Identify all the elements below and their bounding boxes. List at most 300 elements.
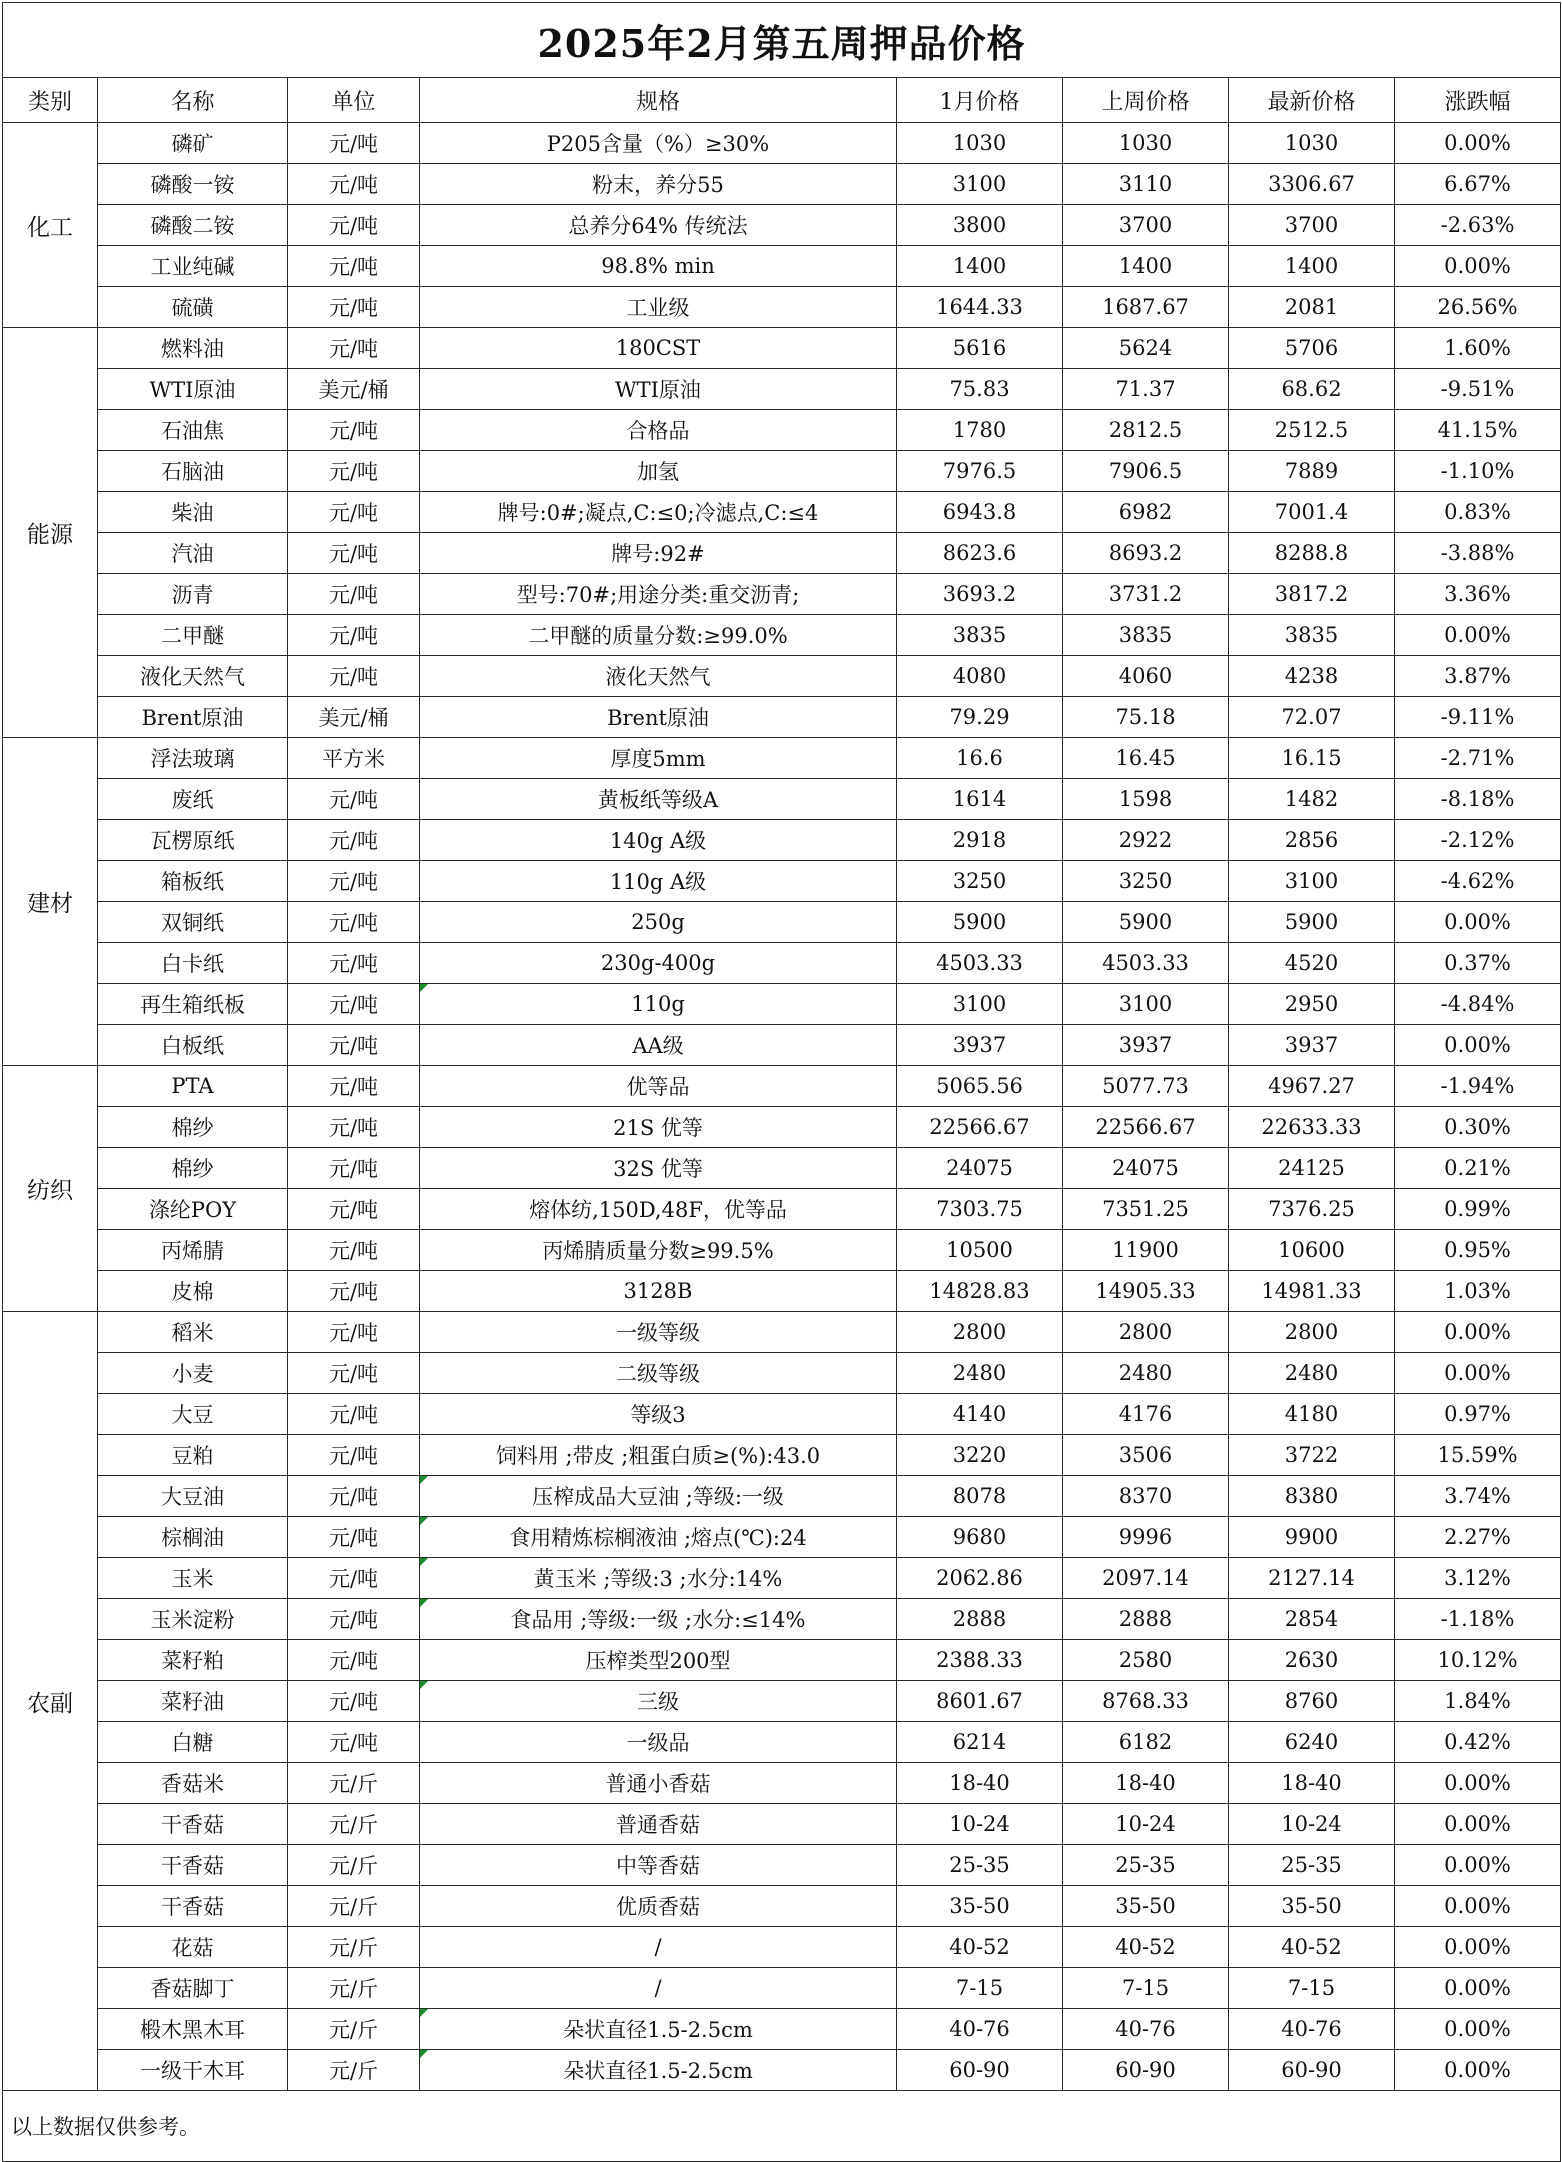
table-row — [3, 1394, 1561, 1435]
item-spec: 牌号:0#;凝点,C:≤0;冷滤点,C:≤4 — [420, 492, 897, 533]
item-change: -4.62% — [1395, 861, 1561, 902]
item-change: 1.60% — [1395, 328, 1561, 369]
table-row — [3, 1927, 1561, 1968]
item-name: 干香菇 — [98, 1845, 288, 1886]
item-name: 香菇米 — [98, 1763, 288, 1804]
item-latest-price: 24125 — [1229, 1148, 1395, 1189]
item-jan-price: 1614 — [897, 779, 1063, 820]
footer-note: 以上数据仅供参考。 — [3, 2091, 1561, 2162]
item-name: 棉纱 — [98, 1148, 288, 1189]
item-jan-price: 1644.33 — [897, 287, 1063, 328]
item-name: 涤纶POY — [98, 1189, 288, 1230]
item-spec: 黄板纸等级A — [420, 779, 897, 820]
item-spec: / — [420, 1927, 897, 1968]
item-jan-price: 2888 — [897, 1599, 1063, 1640]
item-latest-price: 10-24 — [1229, 1804, 1395, 1845]
item-latest-price: 3817.2 — [1229, 574, 1395, 615]
item-latest-price: 2127.14 — [1229, 1558, 1395, 1599]
item-spec: 型号:70#;用途分类:重交沥青; — [420, 574, 897, 615]
item-change: -1.10% — [1395, 451, 1561, 492]
footer-row — [3, 2091, 1561, 2162]
table-row — [3, 1435, 1561, 1476]
item-last-week-price: 2480 — [1063, 1353, 1229, 1394]
item-last-week-price: 4060 — [1063, 656, 1229, 697]
item-latest-price: 3835 — [1229, 615, 1395, 656]
item-latest-price: 3722 — [1229, 1435, 1395, 1476]
item-spec: 230g-400g — [420, 943, 897, 984]
item-latest-price: 40-52 — [1229, 1927, 1395, 1968]
item-jan-price: 2800 — [897, 1312, 1063, 1353]
item-latest-price: 4520 — [1229, 943, 1395, 984]
item-spec: 压榨成品大豆油 ;等级:一级 — [420, 1476, 897, 1517]
item-last-week-price: 40-52 — [1063, 1927, 1229, 1968]
item-change: 0.00% — [1395, 1312, 1561, 1353]
item-spec: 21S 优等 — [420, 1107, 897, 1148]
item-unit: 元/吨 — [288, 1271, 420, 1312]
item-jan-price: 3250 — [897, 861, 1063, 902]
item-spec: 牌号:92# — [420, 533, 897, 574]
item-name: 稻米 — [98, 1312, 288, 1353]
item-jan-price: 3800 — [897, 205, 1063, 246]
table-row — [3, 1968, 1561, 2009]
table-row — [3, 615, 1561, 656]
item-change: -9.51% — [1395, 369, 1561, 410]
item-latest-price: 18-40 — [1229, 1763, 1395, 1804]
table-row — [3, 246, 1561, 287]
category-cell: 化工 — [3, 123, 98, 328]
table-row — [3, 1066, 1561, 1107]
item-spec: 一级品 — [420, 1722, 897, 1763]
item-latest-price: 4180 — [1229, 1394, 1395, 1435]
item-latest-price: 2512.5 — [1229, 410, 1395, 451]
table-row — [3, 1845, 1561, 1886]
item-change: 1.03% — [1395, 1271, 1561, 1312]
item-change: 0.00% — [1395, 1804, 1561, 1845]
item-spec: 朵状直径1.5-2.5cm — [420, 2009, 897, 2050]
item-unit: 元/吨 — [288, 943, 420, 984]
item-name: 豆粕 — [98, 1435, 288, 1476]
item-latest-price: 8288.8 — [1229, 533, 1395, 574]
item-spec: 110g A级 — [420, 861, 897, 902]
item-spec: 丙烯腈质量分数≥99.5% — [420, 1230, 897, 1271]
item-name: 燃料油 — [98, 328, 288, 369]
table-row — [3, 1353, 1561, 1394]
item-latest-price: 7376.25 — [1229, 1189, 1395, 1230]
item-unit: 元/吨 — [288, 1558, 420, 1599]
item-last-week-price: 9996 — [1063, 1517, 1229, 1558]
header-unit: 单位 — [288, 78, 420, 123]
item-jan-price: 7-15 — [897, 1968, 1063, 2009]
item-jan-price: 3693.2 — [897, 574, 1063, 615]
item-last-week-price: 2580 — [1063, 1640, 1229, 1681]
item-jan-price: 60-90 — [897, 2050, 1063, 2091]
table-row — [3, 779, 1561, 820]
item-jan-price: 5065.56 — [897, 1066, 1063, 1107]
item-jan-price: 10500 — [897, 1230, 1063, 1271]
item-latest-price: 7889 — [1229, 451, 1395, 492]
item-latest-price: 3700 — [1229, 205, 1395, 246]
item-last-week-price: 5077.73 — [1063, 1066, 1229, 1107]
item-latest-price: 40-76 — [1229, 2009, 1395, 2050]
item-unit: 平方米 — [288, 738, 420, 779]
item-jan-price: 1030 — [897, 123, 1063, 164]
table-row — [3, 1681, 1561, 1722]
item-jan-price: 7303.75 — [897, 1189, 1063, 1230]
table-row — [3, 902, 1561, 943]
item-latest-price: 4967.27 — [1229, 1066, 1395, 1107]
item-spec: 180CST — [420, 328, 897, 369]
item-spec: WTI原油 — [420, 369, 897, 410]
item-latest-price: 8760 — [1229, 1681, 1395, 1722]
item-name: 一级干木耳 — [98, 2050, 288, 2091]
item-latest-price: 1400 — [1229, 246, 1395, 287]
item-change: 41.15% — [1395, 410, 1561, 451]
item-spec: 厚度5mm — [420, 738, 897, 779]
table-row — [3, 1558, 1561, 1599]
header-latest-price: 最新价格 — [1229, 78, 1395, 123]
item-unit: 元/吨 — [288, 861, 420, 902]
item-spec: 二甲醚的质量分数:≥99.0% — [420, 615, 897, 656]
item-change: 3.12% — [1395, 1558, 1561, 1599]
item-jan-price: 40-76 — [897, 2009, 1063, 2050]
table-row — [3, 164, 1561, 205]
item-spec: 液化天然气 — [420, 656, 897, 697]
item-change: 26.56% — [1395, 287, 1561, 328]
item-jan-price: 2918 — [897, 820, 1063, 861]
item-jan-price: 3100 — [897, 984, 1063, 1025]
item-last-week-price: 11900 — [1063, 1230, 1229, 1271]
item-name: 小麦 — [98, 1353, 288, 1394]
item-jan-price: 4140 — [897, 1394, 1063, 1435]
item-change: 0.83% — [1395, 492, 1561, 533]
item-unit: 元/吨 — [288, 1312, 420, 1353]
header-spec: 规格 — [420, 78, 897, 123]
item-spec: 饲料用 ;带皮 ;粗蛋白质≥(%):43.0 — [420, 1435, 897, 1476]
item-spec: 三级 — [420, 1681, 897, 1722]
category-cell: 农副 — [3, 1312, 98, 2091]
item-last-week-price: 4176 — [1063, 1394, 1229, 1435]
item-name: Brent原油 — [98, 697, 288, 738]
table-row — [3, 656, 1561, 697]
item-name: 大豆油 — [98, 1476, 288, 1517]
item-unit: 元/吨 — [288, 1681, 420, 1722]
item-unit: 元/斤 — [288, 1845, 420, 1886]
header-jan-price: 1月价格 — [897, 78, 1063, 123]
item-last-week-price: 2097.14 — [1063, 1558, 1229, 1599]
item-unit: 元/吨 — [288, 164, 420, 205]
header-change: 涨跌幅 — [1395, 78, 1561, 123]
item-spec: 总养分64% 传统法 — [420, 205, 897, 246]
title-row — [3, 3, 1561, 78]
item-last-week-price: 14905.33 — [1063, 1271, 1229, 1312]
item-unit: 元/斤 — [288, 1763, 420, 1804]
item-unit: 元/吨 — [288, 902, 420, 943]
table-row — [3, 1148, 1561, 1189]
item-last-week-price: 3506 — [1063, 1435, 1229, 1476]
item-latest-price: 2630 — [1229, 1640, 1395, 1681]
item-spec: 110g — [420, 984, 897, 1025]
item-jan-price: 4080 — [897, 656, 1063, 697]
item-change: -1.94% — [1395, 1066, 1561, 1107]
item-jan-price: 1780 — [897, 410, 1063, 451]
table-row — [3, 943, 1561, 984]
item-change: 3.36% — [1395, 574, 1561, 615]
item-latest-price: 2081 — [1229, 287, 1395, 328]
table-row — [3, 1271, 1561, 1312]
item-spec: 250g — [420, 902, 897, 943]
item-latest-price: 25-35 — [1229, 1845, 1395, 1886]
item-last-week-price: 8768.33 — [1063, 1681, 1229, 1722]
item-last-week-price: 35-50 — [1063, 1886, 1229, 1927]
table-row — [3, 861, 1561, 902]
item-unit: 元/吨 — [288, 1230, 420, 1271]
table-row — [3, 410, 1561, 451]
item-unit: 美元/桶 — [288, 697, 420, 738]
item-spec: 32S 优等 — [420, 1148, 897, 1189]
table-row — [3, 1722, 1561, 1763]
item-spec: AA级 — [420, 1025, 897, 1066]
item-last-week-price: 1030 — [1063, 123, 1229, 164]
item-name: 菜籽粕 — [98, 1640, 288, 1681]
item-jan-price: 40-52 — [897, 1927, 1063, 1968]
item-unit: 元/吨 — [288, 1394, 420, 1435]
table-row — [3, 1517, 1561, 1558]
item-unit: 元/斤 — [288, 1927, 420, 1968]
item-name: 椴木黑木耳 — [98, 2009, 288, 2050]
item-change: -3.88% — [1395, 533, 1561, 574]
item-change: 0.00% — [1395, 1353, 1561, 1394]
item-jan-price: 1400 — [897, 246, 1063, 287]
item-jan-price: 4503.33 — [897, 943, 1063, 984]
table-row — [3, 820, 1561, 861]
item-name: WTI原油 — [98, 369, 288, 410]
table-row — [3, 1886, 1561, 1927]
table-row — [3, 738, 1561, 779]
item-name: 玉米 — [98, 1558, 288, 1599]
item-latest-price: 35-50 — [1229, 1886, 1395, 1927]
table-row — [3, 697, 1561, 738]
item-jan-price: 2062.86 — [897, 1558, 1063, 1599]
item-jan-price: 3937 — [897, 1025, 1063, 1066]
item-spec: 中等香菇 — [420, 1845, 897, 1886]
item-last-week-price: 1687.67 — [1063, 287, 1229, 328]
item-name: 白板纸 — [98, 1025, 288, 1066]
item-jan-price: 14828.83 — [897, 1271, 1063, 1312]
item-unit: 元/吨 — [288, 1189, 420, 1230]
item-latest-price: 14981.33 — [1229, 1271, 1395, 1312]
item-spec: 98.8% min — [420, 246, 897, 287]
item-name: 皮棉 — [98, 1271, 288, 1312]
item-unit: 元/吨 — [288, 615, 420, 656]
item-name: 丙烯腈 — [98, 1230, 288, 1271]
item-jan-price: 10-24 — [897, 1804, 1063, 1845]
item-unit: 元/吨 — [288, 656, 420, 697]
header-category: 类别 — [3, 78, 98, 123]
item-change: 0.37% — [1395, 943, 1561, 984]
item-spec: 合格品 — [420, 410, 897, 451]
item-change: 0.00% — [1395, 2009, 1561, 2050]
item-change: 0.97% — [1395, 1394, 1561, 1435]
item-jan-price: 3220 — [897, 1435, 1063, 1476]
item-change: 0.21% — [1395, 1148, 1561, 1189]
table-row — [3, 205, 1561, 246]
item-last-week-price: 7-15 — [1063, 1968, 1229, 2009]
item-unit: 元/吨 — [288, 205, 420, 246]
item-name: 干香菇 — [98, 1804, 288, 1845]
item-change: 1.84% — [1395, 1681, 1561, 1722]
item-change: 0.00% — [1395, 1025, 1561, 1066]
category-cell: 纺织 — [3, 1066, 98, 1312]
item-spec: / — [420, 1968, 897, 2009]
item-name: 白糖 — [98, 1722, 288, 1763]
item-last-week-price: 3731.2 — [1063, 574, 1229, 615]
item-latest-price: 2480 — [1229, 1353, 1395, 1394]
item-unit: 元/吨 — [288, 533, 420, 574]
item-latest-price: 7-15 — [1229, 1968, 1395, 2009]
item-unit: 元/吨 — [288, 1640, 420, 1681]
item-name: 花菇 — [98, 1927, 288, 1968]
item-unit: 元/吨 — [288, 1476, 420, 1517]
item-last-week-price: 2922 — [1063, 820, 1229, 861]
item-name: 磷酸二铵 — [98, 205, 288, 246]
item-change: 0.00% — [1395, 1927, 1561, 1968]
item-last-week-price: 5900 — [1063, 902, 1229, 943]
item-latest-price: 2800 — [1229, 1312, 1395, 1353]
item-last-week-price: 8693.2 — [1063, 533, 1229, 574]
item-jan-price: 79.29 — [897, 697, 1063, 738]
item-change: 0.95% — [1395, 1230, 1561, 1271]
item-name: 废纸 — [98, 779, 288, 820]
item-latest-price: 5900 — [1229, 902, 1395, 943]
item-last-week-price: 18-40 — [1063, 1763, 1229, 1804]
item-name: 二甲醚 — [98, 615, 288, 656]
item-last-week-price: 7351.25 — [1063, 1189, 1229, 1230]
header-row — [3, 78, 1561, 123]
item-last-week-price: 3250 — [1063, 861, 1229, 902]
item-last-week-price: 6182 — [1063, 1722, 1229, 1763]
item-spec: 压榨类型200型 — [420, 1640, 897, 1681]
item-change: 0.00% — [1395, 1845, 1561, 1886]
item-last-week-price: 10-24 — [1063, 1804, 1229, 1845]
item-unit: 元/斤 — [288, 1886, 420, 1927]
item-unit: 元/斤 — [288, 1968, 420, 2009]
item-jan-price: 6943.8 — [897, 492, 1063, 533]
item-name: 磷酸一铵 — [98, 164, 288, 205]
item-latest-price: 3100 — [1229, 861, 1395, 902]
table-row — [3, 2050, 1561, 2091]
item-unit: 元/吨 — [288, 1107, 420, 1148]
item-change: 0.30% — [1395, 1107, 1561, 1148]
item-last-week-price: 25-35 — [1063, 1845, 1229, 1886]
item-unit: 元/吨 — [288, 1066, 420, 1107]
table-row — [3, 1476, 1561, 1517]
item-unit: 元/吨 — [288, 1722, 420, 1763]
item-change: 10.12% — [1395, 1640, 1561, 1681]
item-unit: 元/吨 — [288, 820, 420, 861]
table-row — [3, 1804, 1561, 1845]
item-change: 0.00% — [1395, 2050, 1561, 2091]
item-unit: 元/吨 — [288, 779, 420, 820]
item-change: -2.71% — [1395, 738, 1561, 779]
item-name: 瓦楞原纸 — [98, 820, 288, 861]
item-last-week-price: 75.18 — [1063, 697, 1229, 738]
item-unit: 元/吨 — [288, 1599, 420, 1640]
item-unit: 元/吨 — [288, 574, 420, 615]
item-latest-price: 3937 — [1229, 1025, 1395, 1066]
table-row — [3, 287, 1561, 328]
table-row — [3, 1312, 1561, 1353]
item-spec: Brent原油 — [420, 697, 897, 738]
header-name: 名称 — [98, 78, 288, 123]
item-spec: 二级等级 — [420, 1353, 897, 1394]
item-spec: 普通小香菇 — [420, 1763, 897, 1804]
item-spec: 食用精炼棕榈液油 ;熔点(℃):24 — [420, 1517, 897, 1558]
item-spec: 工业级 — [420, 287, 897, 328]
item-name: 工业纯碱 — [98, 246, 288, 287]
item-name: 再生箱纸板 — [98, 984, 288, 1025]
table-row — [3, 1025, 1561, 1066]
item-jan-price: 18-40 — [897, 1763, 1063, 1804]
item-jan-price: 25-35 — [897, 1845, 1063, 1886]
item-jan-price: 24075 — [897, 1148, 1063, 1189]
item-latest-price: 22633.33 — [1229, 1107, 1395, 1148]
item-name: PTA — [98, 1066, 288, 1107]
table-row — [3, 369, 1561, 410]
item-spec: 普通香菇 — [420, 1804, 897, 1845]
item-latest-price: 2856 — [1229, 820, 1395, 861]
item-last-week-price: 4503.33 — [1063, 943, 1229, 984]
item-last-week-price: 2812.5 — [1063, 410, 1229, 451]
item-spec: 加氢 — [420, 451, 897, 492]
item-last-week-price: 24075 — [1063, 1148, 1229, 1189]
item-spec: 黄玉米 ;等级:3 ;水分:14% — [420, 1558, 897, 1599]
item-unit: 元/吨 — [288, 492, 420, 533]
item-spec: 食品用 ;等级:一级 ;水分:≤14% — [420, 1599, 897, 1640]
item-spec: 等级3 — [420, 1394, 897, 1435]
item-last-week-price: 3937 — [1063, 1025, 1229, 1066]
item-change: 0.00% — [1395, 1763, 1561, 1804]
item-unit: 元/斤 — [288, 2009, 420, 2050]
item-change: -2.12% — [1395, 820, 1561, 861]
item-name: 硫磺 — [98, 287, 288, 328]
item-unit: 元/吨 — [288, 1517, 420, 1558]
table-row — [3, 1640, 1561, 1681]
item-change: 0.00% — [1395, 902, 1561, 943]
item-jan-price: 2388.33 — [897, 1640, 1063, 1681]
item-latest-price: 72.07 — [1229, 697, 1395, 738]
item-spec: P205含量（%）≥30% — [420, 123, 897, 164]
item-spec: 朵状直径1.5-2.5cm — [420, 2050, 897, 2091]
item-latest-price: 1482 — [1229, 779, 1395, 820]
item-last-week-price: 6982 — [1063, 492, 1229, 533]
item-name: 双铜纸 — [98, 902, 288, 943]
item-latest-price: 6240 — [1229, 1722, 1395, 1763]
item-change: 3.74% — [1395, 1476, 1561, 1517]
item-latest-price: 2950 — [1229, 984, 1395, 1025]
item-name: 香菇脚丁 — [98, 1968, 288, 2009]
table-row — [3, 492, 1561, 533]
item-change: 0.99% — [1395, 1189, 1561, 1230]
item-unit: 元/吨 — [288, 246, 420, 287]
table-row — [3, 533, 1561, 574]
table-row — [3, 123, 1561, 164]
item-change: 0.00% — [1395, 246, 1561, 287]
item-latest-price: 9900 — [1229, 1517, 1395, 1558]
item-spec: 粉末，养分55 — [420, 164, 897, 205]
item-change: -2.63% — [1395, 205, 1561, 246]
item-last-week-price: 3110 — [1063, 164, 1229, 205]
item-unit: 元/吨 — [288, 451, 420, 492]
